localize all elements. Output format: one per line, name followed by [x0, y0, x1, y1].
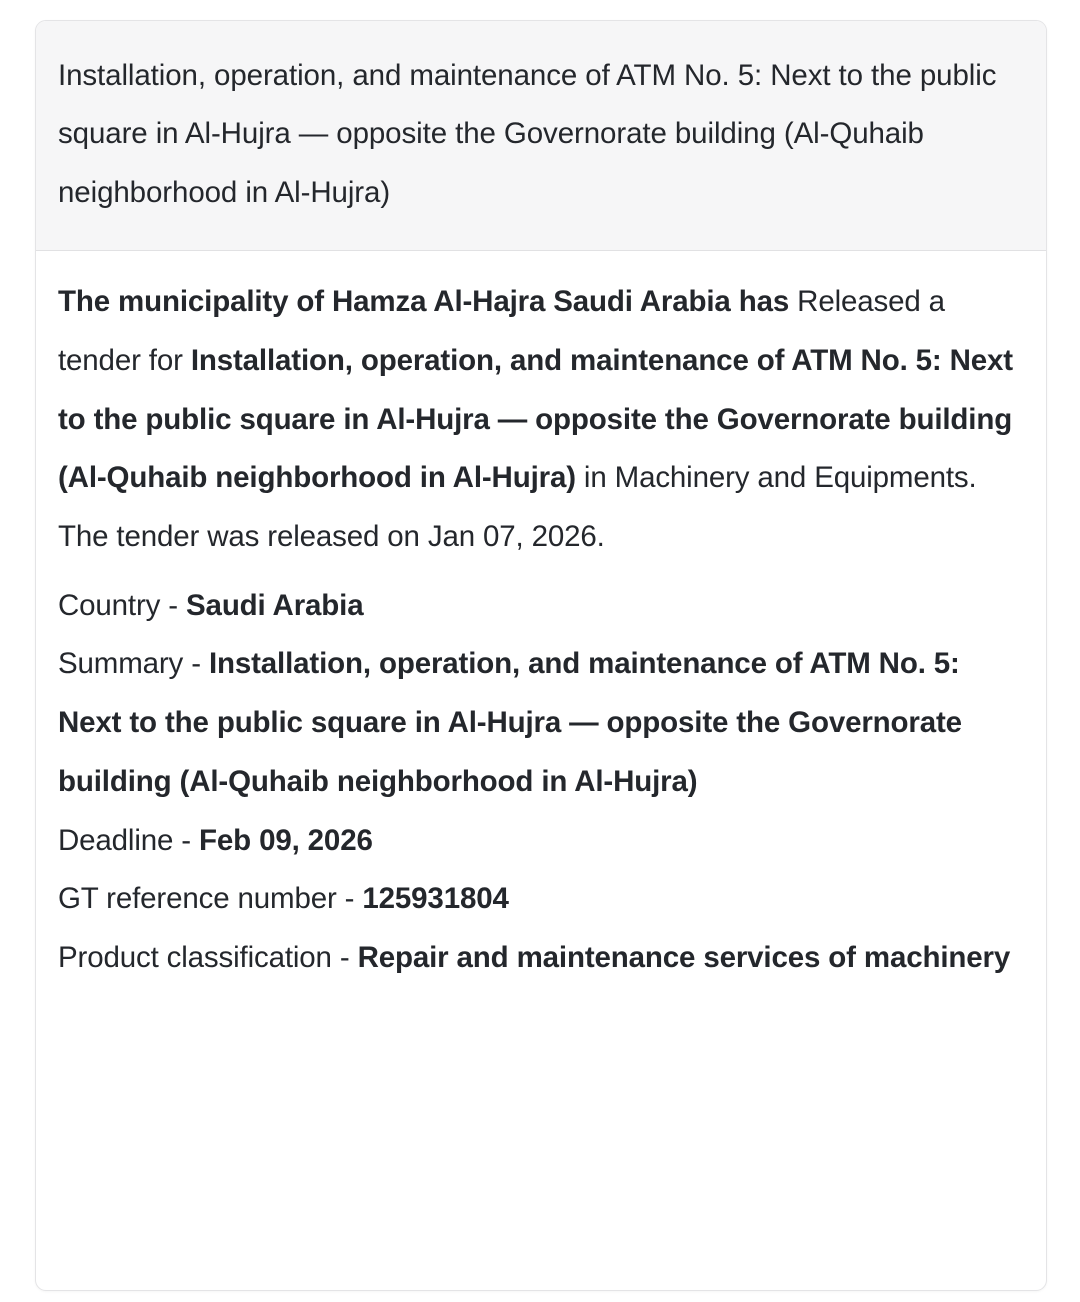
- detail-separator: -: [331, 940, 358, 974]
- detail-separator: -: [336, 882, 363, 916]
- detail-label-country: Country: [58, 588, 161, 622]
- summary-connector-1: Released a tender for: [58, 285, 945, 377]
- card-body: [36, 251, 1046, 1017]
- detail-value-summary: Installation, operation, and maintenance of ATM No. 5: Next to the public square in Al-Hujra — opposite the Governorate building (Al-Quhaib neighborhood in Al-Hujra): [58, 647, 962, 798]
- tender-title: Installation, operation, and maintenance of ATM No. 5: Next to the public square in Al-Hujra — opposite the Governorate building (Al-Quhaib neighborhood in Al-Hujra): [58, 59, 997, 209]
- tender-summary-paragraph: [58, 273, 1022, 567]
- detail-label-gt-reference-number: GT reference number: [58, 882, 337, 916]
- detail-value-deadline: Feb 09, 2026: [199, 823, 373, 857]
- summary-connector-2: in Machinery and Equipments. The tender was released on Jan 07, 2026.: [58, 461, 977, 554]
- summary-authority: The municipality of Hamza Al-Hajra Saudi Arabia has: [58, 285, 790, 319]
- detail-value-product-classification: Repair and maintenance services of machinery: [357, 940, 1011, 974]
- detail-row-summary: [58, 635, 1022, 811]
- detail-value-country: Saudi Arabia: [186, 588, 364, 622]
- detail-row-gt-reference-number: [58, 870, 1022, 929]
- detail-label-product-classification: Product classification: [58, 940, 332, 974]
- detail-value-gt-reference-number: 125931804: [362, 882, 509, 916]
- detail-row-country: [58, 577, 1022, 636]
- tender-detail-card: [35, 20, 1047, 1291]
- detail-separator: -: [173, 823, 200, 857]
- detail-row-product-classification: [58, 929, 1022, 988]
- detail-separator: -: [183, 647, 209, 681]
- detail-label-summary: Summary: [58, 647, 184, 681]
- detail-row-deadline: [58, 812, 1022, 871]
- tender-details-list: [58, 577, 1022, 988]
- detail-label-deadline: Deadline: [58, 823, 174, 857]
- detail-separator: -: [160, 588, 187, 622]
- card-header: [36, 21, 1046, 251]
- summary-tender-name: Installation, operation, and maintenance of ATM No. 5: Next to the public square in Al-Hujra — opposite the Governorate building (Al-Quhaib neighborhood in Al-Hujra): [58, 343, 1013, 495]
